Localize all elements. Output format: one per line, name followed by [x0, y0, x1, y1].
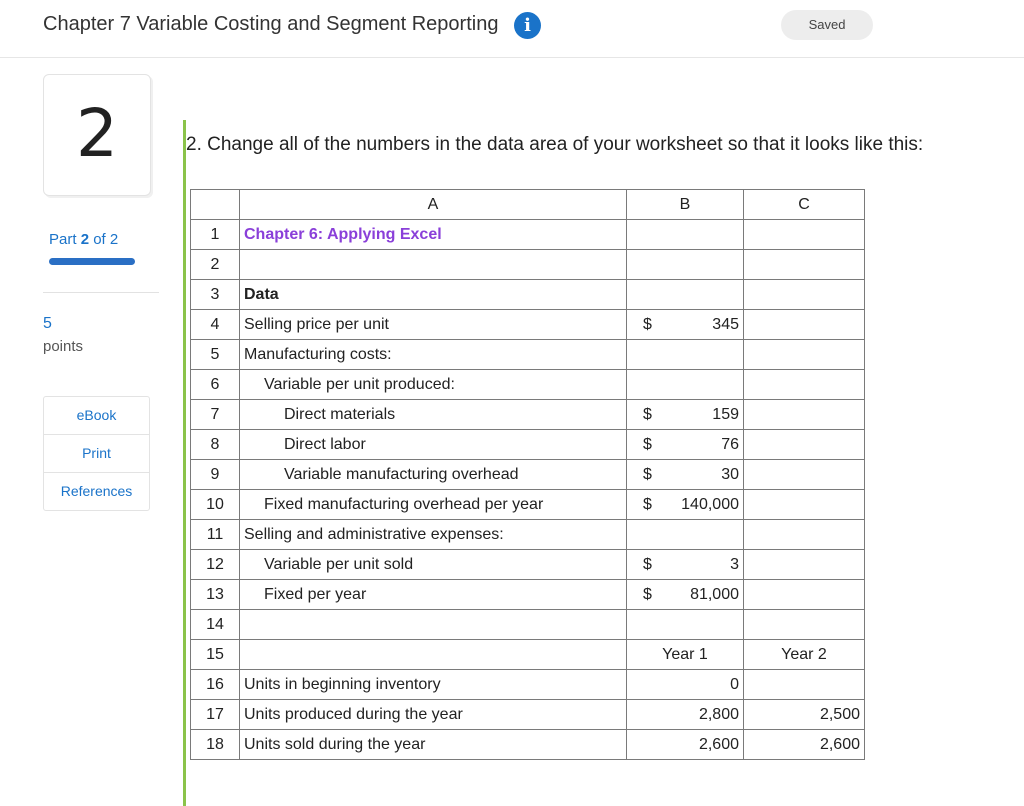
- cell-c: [744, 310, 865, 340]
- cell-a-text: Chapter 6: Applying Excel: [244, 225, 442, 243]
- row-number: 12: [191, 550, 240, 580]
- cell-b: [627, 370, 744, 400]
- part-current: 2: [80, 231, 90, 248]
- cell-a: [240, 400, 627, 430]
- top-bar: [0, 0, 1024, 58]
- cell-c: [744, 520, 865, 550]
- row-number: 4: [191, 310, 240, 340]
- info-icon[interactable]: i: [514, 12, 541, 39]
- cell-b: [627, 700, 744, 730]
- question-text: 2. Change all of the numbers in the data area of your worksheet so that it looks like this:: [186, 134, 924, 155]
- cell-a: [240, 610, 627, 640]
- cell-b-value: 2,800: [698, 705, 739, 723]
- cell-b-content: [627, 406, 743, 424]
- cell-b-value: 159: [712, 405, 739, 423]
- table-row: [191, 430, 865, 460]
- currency-symbol: $: [643, 435, 652, 453]
- cell-c: 2,600: [744, 730, 865, 760]
- cell-b: [627, 580, 744, 610]
- cell-b-value: 140,000: [681, 495, 739, 513]
- cell-c: [744, 280, 865, 310]
- column-header-a: A: [240, 190, 627, 220]
- cell-a: [240, 370, 627, 400]
- cell-a: [240, 250, 627, 280]
- column-header-b: B: [627, 190, 744, 220]
- cell-a: [240, 310, 627, 340]
- cell-b-content: [627, 466, 743, 484]
- cell-a: [240, 730, 627, 760]
- currency-symbol: $: [643, 405, 652, 423]
- cell-a: [240, 640, 627, 670]
- worksheet-table: [190, 189, 865, 760]
- cell-a-text: Selling and administrative expenses:: [244, 525, 504, 543]
- cell-b: [627, 220, 744, 250]
- cell-c: [744, 460, 865, 490]
- part-suffix: of 2: [93, 231, 119, 248]
- cell-a-text: Data: [244, 285, 279, 303]
- part-progress-bar: [49, 258, 135, 265]
- points-label: points: [43, 338, 84, 355]
- cell-c: [744, 580, 865, 610]
- row-number: 15: [191, 640, 240, 670]
- cell-b-content: [627, 586, 743, 604]
- table-row: [191, 580, 865, 610]
- row-number: 11: [191, 520, 240, 550]
- cell-b: [627, 430, 744, 460]
- cell-a-text: Variable manufacturing overhead: [284, 465, 519, 483]
- cell-b: [627, 550, 744, 580]
- currency-symbol: $: [643, 585, 652, 603]
- cell-c: [744, 550, 865, 580]
- table-row: [191, 700, 865, 730]
- cell-a-text: Units in beginning inventory: [244, 675, 441, 693]
- row-number: 7: [191, 400, 240, 430]
- cell-b-content: [627, 496, 743, 514]
- cell-b: [627, 670, 744, 700]
- row-number: 6: [191, 370, 240, 400]
- cell-b: [627, 310, 744, 340]
- row-number: 8: [191, 430, 240, 460]
- cell-b: [627, 490, 744, 520]
- question-accent-bar: [183, 120, 186, 806]
- cell-a: [240, 550, 627, 580]
- cell-a-text: Fixed manufacturing overhead per year: [264, 495, 544, 513]
- table-row: [191, 310, 865, 340]
- row-number: 3: [191, 280, 240, 310]
- cell-c: [744, 670, 865, 700]
- cell-a: [240, 340, 627, 370]
- cell-c: [744, 340, 865, 370]
- cell-a: [240, 670, 627, 700]
- cell-a-text: Variable per unit produced:: [264, 375, 455, 393]
- cell-c: [744, 430, 865, 460]
- cell-b: [627, 610, 744, 640]
- resources-panel: [43, 396, 150, 511]
- cell-b-value: 0: [730, 675, 739, 693]
- references-link[interactable]: References: [60, 483, 133, 499]
- cell-b-value: 30: [721, 465, 739, 483]
- cell-b-value: Year 1: [662, 645, 708, 663]
- cell-a-text: Units produced during the year: [244, 705, 463, 723]
- table-row: [191, 550, 865, 580]
- cell-b: [627, 280, 744, 310]
- cell-b: [627, 730, 744, 760]
- cell-c: Year 2: [744, 640, 865, 670]
- table-row: [191, 460, 865, 490]
- cell-b: [627, 250, 744, 280]
- cell-c: [744, 250, 865, 280]
- cell-a: [240, 460, 627, 490]
- table-row: [191, 640, 865, 670]
- cell-c: [744, 610, 865, 640]
- cell-b-value: 76: [721, 435, 739, 453]
- table-row: [191, 670, 865, 700]
- cell-a-text: Direct materials: [284, 405, 396, 423]
- table-row: [191, 520, 865, 550]
- assignment-title: Chapter 7 Variable Costing and Segment Reporting: [43, 13, 499, 35]
- currency-symbol: $: [643, 465, 652, 483]
- cell-a-text: Manufacturing costs:: [244, 345, 392, 363]
- row-number: 2: [191, 250, 240, 280]
- question-number-card: [43, 74, 151, 196]
- row-number: 5: [191, 340, 240, 370]
- cell-a: [240, 430, 627, 460]
- row-number: 1: [191, 220, 240, 250]
- table-row: [191, 370, 865, 400]
- table-row: [191, 340, 865, 370]
- row-number: 13: [191, 580, 240, 610]
- row-number: 18: [191, 730, 240, 760]
- cell-b: [627, 400, 744, 430]
- table-row: [191, 400, 865, 430]
- cell-b-content: [627, 706, 743, 724]
- column-header-row: [191, 190, 865, 220]
- cell-a: [240, 220, 627, 250]
- cell-b-value: 3: [730, 555, 739, 573]
- question-number: 2: [76, 95, 118, 172]
- cell-a: [240, 490, 627, 520]
- table-row: [191, 250, 865, 280]
- cell-a-text: Direct labor: [284, 435, 366, 453]
- cell-c: [744, 490, 865, 520]
- row-number: 16: [191, 670, 240, 700]
- cell-a-text: Selling price per unit: [244, 315, 389, 333]
- part-prefix: Part: [49, 231, 77, 248]
- table-row: [191, 220, 865, 250]
- currency-symbol: $: [643, 495, 652, 513]
- cell-c: [744, 220, 865, 250]
- cell-b-content: [627, 556, 743, 574]
- ebook-link[interactable]: eBook: [44, 397, 149, 435]
- cell-b: [627, 520, 744, 550]
- corner-cell: [191, 190, 240, 220]
- cell-b-content: [627, 736, 743, 754]
- points-value: 5: [43, 315, 52, 332]
- cell-b-content: [627, 646, 743, 664]
- cell-b-content: [627, 436, 743, 454]
- cell-b-content: [627, 316, 743, 334]
- table-row: [191, 730, 865, 760]
- row-number: 10: [191, 490, 240, 520]
- column-header-c: C: [744, 190, 865, 220]
- cell-a-text: Variable per unit sold: [264, 555, 414, 573]
- table-row: [191, 280, 865, 310]
- cell-b-content: [627, 676, 743, 694]
- row-number: 9: [191, 460, 240, 490]
- cell-b: [627, 340, 744, 370]
- row-number: 17: [191, 700, 240, 730]
- cell-b: [627, 460, 744, 490]
- cell-a: [240, 520, 627, 550]
- sidebar-divider: [43, 292, 159, 293]
- cell-a: [240, 580, 627, 610]
- cell-b-value: 81,000: [690, 585, 739, 603]
- cell-c: 2,500: [744, 700, 865, 730]
- cell-b: [627, 640, 744, 670]
- print-link[interactable]: Print: [44, 435, 149, 473]
- cell-c: [744, 370, 865, 400]
- cell-a-text: Units sold during the year: [244, 735, 426, 753]
- table-row: [191, 610, 865, 640]
- currency-symbol: $: [643, 315, 652, 333]
- cell-a: [240, 700, 627, 730]
- saved-status-badge: Saved: [781, 10, 873, 40]
- row-number: 14: [191, 610, 240, 640]
- part-indicator: [49, 231, 118, 248]
- currency-symbol: $: [643, 555, 652, 573]
- cell-a: [240, 280, 627, 310]
- cell-c: [744, 400, 865, 430]
- cell-b-value: 2,600: [698, 735, 739, 753]
- cell-b-value: 345: [712, 315, 739, 333]
- table-row: [191, 490, 865, 520]
- cell-a-text: Fixed per year: [264, 585, 367, 603]
